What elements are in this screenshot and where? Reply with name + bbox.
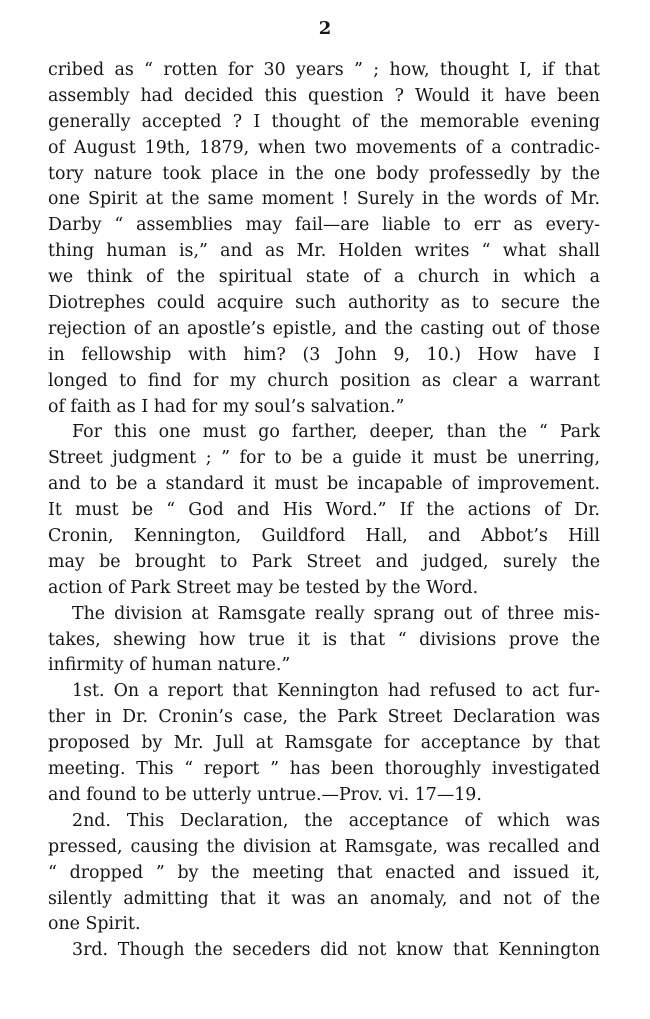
text-line: Darby “ assemblies may fail—are liable to err as every- xyxy=(48,215,600,236)
text-line: Cronin, Kennington, Guildford Hall, and Abbot’s Hill xyxy=(48,526,600,547)
text-line: one Spirit. xyxy=(48,914,141,935)
text-line: meeting. This “ report ” has been thoroughly investigated xyxy=(48,759,600,780)
text-line: of August 19th, 1879, when two movements of a contradic- xyxy=(48,137,600,158)
text-line: may be brought to Park Street and judged, surely the xyxy=(48,551,600,572)
paragraph-division xyxy=(48,602,600,680)
text-line: in fellowship with him? (3 John 9, 10.) How have I xyxy=(48,344,600,365)
text-line: Street judgment ; ” for to be a guide it must be unerring, xyxy=(48,448,600,469)
text-line: action of Park Street may be tested by the Word. xyxy=(48,577,479,598)
text-line: and found to be utterly untrue.—Prov. vi. 17—19. xyxy=(48,784,482,805)
text-line: generally accepted ? I thought of the memorable evening xyxy=(48,111,600,132)
text-line: rejection of an apostle’s epistle, and the casting out of those xyxy=(48,318,600,339)
text-line: pressed, causing the division at Ramsgate, was recalled and xyxy=(48,836,600,857)
text-line: silently admitting that it was an anomaly, and not of the xyxy=(48,888,600,909)
text-line: 2nd. This Declaration, the acceptance of which was xyxy=(72,810,600,831)
text-line: of faith as I had for my soul’s salvation.” xyxy=(48,396,405,417)
text-line: we think of the spiritual state of a church in which a xyxy=(48,267,600,288)
text-line: and to be a standard it must be incapable of improvement. xyxy=(48,474,600,495)
text-line: “ dropped ” by the meeting that enacted and issued it, xyxy=(48,862,600,883)
text-line: takes, shewing how true it is that “ divisions prove the xyxy=(48,629,600,650)
text-line: 1st. On a report that Kennington had refused to act fur- xyxy=(72,681,600,702)
text-line: For this one must go farther, deeper, than the “ Park xyxy=(72,422,600,443)
text-line: Diotrephes could acquire such authority as to secure the xyxy=(48,293,600,314)
paragraph-continuation xyxy=(48,58,600,420)
page-number: 2 xyxy=(318,18,332,39)
text-line: assembly had decided this question ? Would it have been xyxy=(48,85,600,106)
text-line: tory nature took place in the one body professedly by the xyxy=(48,163,600,184)
text-line: cribed as “ rotten for 30 years ” ; how, thought I, if that xyxy=(48,60,600,80)
text-line: thing human is,” and as Mr. Holden writes “ what shall xyxy=(48,241,600,262)
text-line: longed to find for my church position as clear a warrant xyxy=(48,370,600,391)
text-line: The division at Ramsgate really sprang out of three mis- xyxy=(72,603,600,624)
text-line: proposed by Mr. Jull at Ramsgate for acceptance by that xyxy=(48,733,600,754)
body-text xyxy=(48,58,600,964)
text-line: infirmity of human nature.” xyxy=(48,655,291,676)
text-line: ther in Dr. Cronin’s case, the Park Street Declaration was xyxy=(48,707,600,728)
paragraph-second-mistake xyxy=(48,809,600,938)
paragraph-first-mistake xyxy=(48,679,600,808)
text-line: 3rd. Though the seceders did not know that Kennington xyxy=(72,940,600,961)
text-line: It must be “ God and His Word.” If the actions of Dr. xyxy=(48,500,600,521)
paragraph-third-mistake xyxy=(48,938,600,964)
text-line: one Spirit at the same moment ! Surely in the words of Mr. xyxy=(48,189,600,210)
paragraph-park-street xyxy=(48,420,600,601)
